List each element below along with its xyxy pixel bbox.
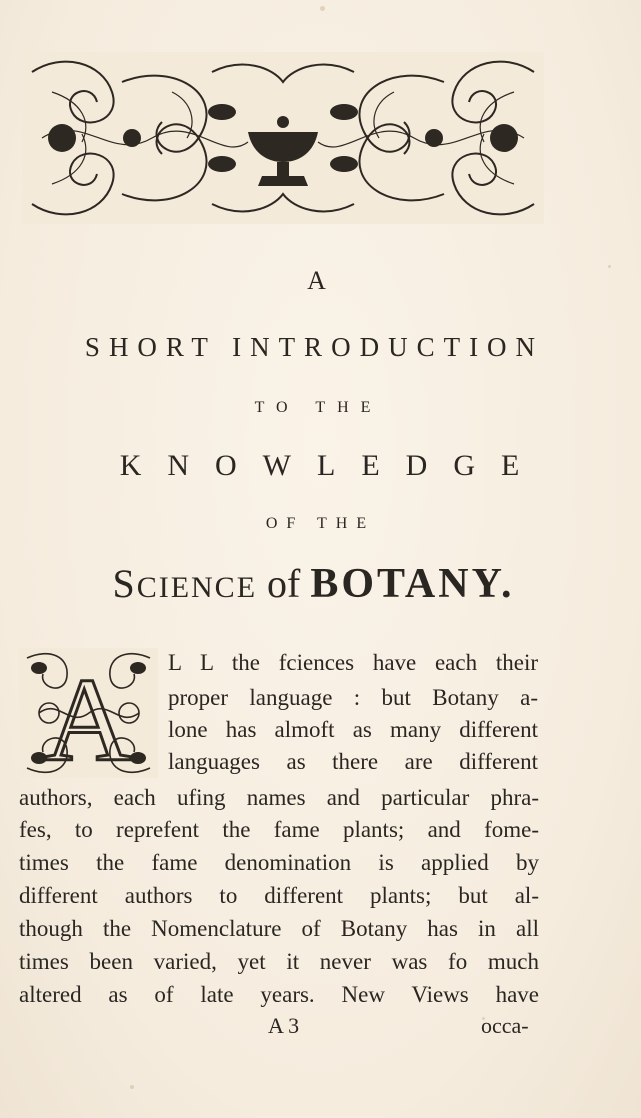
text-line: though the Nomenclature of Botany has in all xyxy=(19,916,539,941)
title-of: of xyxy=(267,561,301,606)
title-to-the: TO THE xyxy=(254,399,383,416)
signature-mark: A 3 xyxy=(268,1013,300,1038)
text-line: L L the fciences have each their xyxy=(168,650,538,675)
text-line: languages as there are different xyxy=(168,749,538,774)
text-line: fes, to reprefent the fame plants; and fome- xyxy=(19,817,539,842)
text-line: lone has almoft as many different xyxy=(168,717,538,742)
text-line: times been varied, yet it never was fo much xyxy=(19,949,539,974)
title-short-introduction: SHORT INTRODUCTION xyxy=(84,332,545,362)
title-knowledge: KNOWLEDGE xyxy=(119,449,546,482)
text-line: different authors to different plants; but al- xyxy=(19,883,539,908)
text-line: altered as of late years. New Views have xyxy=(19,982,539,1007)
text-line: authors, each ufing names and particular phra- xyxy=(19,785,539,810)
title-science-rest: CIENCE xyxy=(136,571,258,604)
title-science-initial: S xyxy=(112,561,137,606)
title-botany: BOTANY. xyxy=(310,561,515,607)
text-line: proper language : but Botany a- xyxy=(168,685,538,710)
drop-cap-letter: A xyxy=(44,653,132,778)
catchword: occa- xyxy=(481,1013,529,1038)
title-of-the: OF THE xyxy=(265,515,376,532)
title-article: A xyxy=(307,266,326,295)
text-line: times the fame denomination is applied by xyxy=(19,850,539,875)
